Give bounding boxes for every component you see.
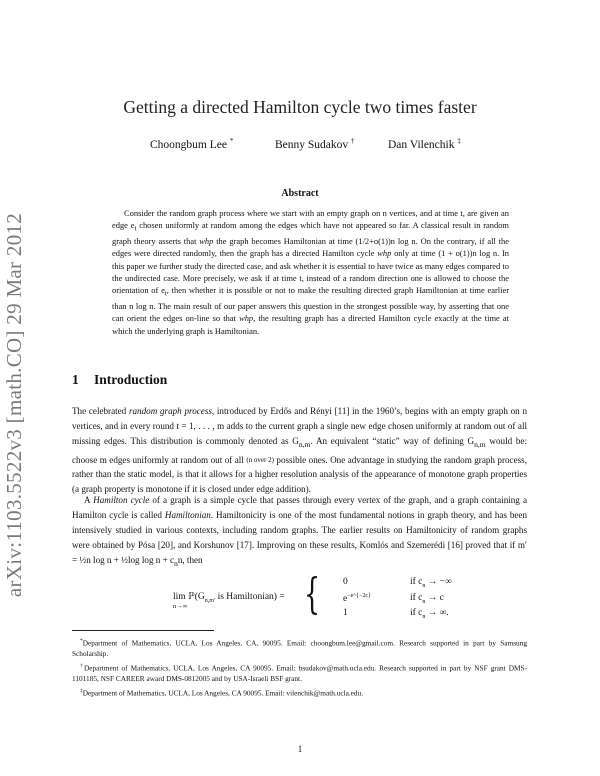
author-name: Dan Vilenchik xyxy=(388,138,455,151)
section-heading xyxy=(72,372,167,388)
case-condition-1: if $c_n \to c$ xyxy=(410,593,444,605)
author-mark: * xyxy=(229,137,234,145)
author-name: Choongbum Lee xyxy=(150,138,227,151)
abstract-heading: Abstract xyxy=(281,188,319,199)
section-title: Introduction xyxy=(94,372,168,387)
paragraph-intro-1: The celebrated random graph process, introduced by Erdős and Rényi [11] in the 1960’s, begins with an empty graph on n vertices, and in every round t = 1, . . . , m adds to the current graph a single new edge chosen uniformly at random out of all missing edges. This distribution is commonly denoted as $G_{n,m}$. An equivalent “static” way of defining $G_{n,m}$ would be: choose m edges uniformly at random out of all (n over 2) possible ones. One advantage in studying the random graph process, rather than the static model, is that it allows for a higher resolution analysis of the appearance of monotone graph properties (a graph property is monotone if it is closed under edge addition). xyxy=(72,406,528,495)
author-2 xyxy=(275,137,355,151)
footnote-1: *Department of Mathematics, UCLA, Los Angeles, CA, 90095. Email: choongbum.lee@gmail.com. Research supported in part by Samsung Scholarship. xyxy=(72,638,527,659)
equation-lhs: $\lim ℙ(G_{n,m'}$ is Hamiltonian) = xyxy=(173,592,285,604)
author-mark: † xyxy=(351,137,355,145)
case-value-2: 1 xyxy=(343,608,348,618)
paper-title: Getting a directed Hamilton cycle two times faster xyxy=(123,97,477,117)
footnote-2: †Department of Mathematics, UCLA, Los Angeles, CA 90095. Email: bsudakov@math.ucla.edu. Research supported in part by NSF grant DMS-1101185, NSF CAREER award DMS-0812005 and by USA-Israeli BSF grant. xyxy=(72,663,528,684)
case-value-0: 0 xyxy=(343,577,348,587)
arxiv-id-text: arXiv:1103.5522v3 [math.CO] 29 Mar 2012 xyxy=(2,212,26,598)
author-3 xyxy=(388,137,461,151)
author-1 xyxy=(150,137,233,151)
case-condition-2: if $c_n$ → ∞. xyxy=(410,608,449,620)
page-number: 1 xyxy=(297,744,303,754)
paragraph-intro-2: A Hamilton cycle of a graph is a simple cycle that passes through every vertex of the graph, and a graph containing a Hamilton cycle is called Hamiltonian. Hamiltonicity is one of the most fundamental notions in graph theory, and has been intensively studied in various contexts, including random graphs. The earlier results on Hamiltonicity of random graphs were obtained by Pósa [20], and Korshunov [17]. Improving on these results, Komlós and Szemerédi [16] proved that if m′ = ½n log n + ½log $\log n + c_nn$, then xyxy=(72,495,527,568)
case-value-1: $e^{-e\^{}\{-2c\}}$ xyxy=(343,593,371,605)
case-condition-0: if $c_n$ → −∞ xyxy=(410,577,452,589)
section-number: 1 xyxy=(72,372,79,387)
equation-limit-subscript: n→∞ xyxy=(173,603,188,610)
footnote-3: ‡Department of Mathematics, UCLA, Los Angeles, CA 90095. Email: vilenchik@math.ucla.edu. xyxy=(80,688,364,698)
equation-brace: { xyxy=(304,569,321,618)
abstract-body: Consider the random graph process where we start with an empty graph on n vertices, and at time t, are given an edge $e_t$ chosen uniformly at random among the edges which have not appeared so far. A classical result in random graph theory asserts that whp the graph becomes Hamiltonian at time (1/2+o(1))n log n. On the contrary, if all the edges were directed randomly, then the graph has a directed Hamilton cycle whp only at time (1 + o(1))n log n. In this paper we further study the directed case, and ask whether it is essential to have twice as many edges compared to the undirected case. More precisely, we ask if at time t, instead of a random direction one is allowed to choose the orientation of $e_t$, then whether it is possible or not to make the resulting directed graph Hamiltonian at time earlier than n log n. The main result of our paper answers this question in the strongest possible way, by asserting that one can orient the edges on-line so that whp, the resulting graph has a directed Hamilton cycle exactly at the time at which the underlying graph is Hamiltonian. xyxy=(112,208,509,336)
footnote-rule xyxy=(72,630,214,631)
author-mark: ‡ xyxy=(457,137,461,145)
author-name: Benny Sudakov xyxy=(275,138,349,151)
